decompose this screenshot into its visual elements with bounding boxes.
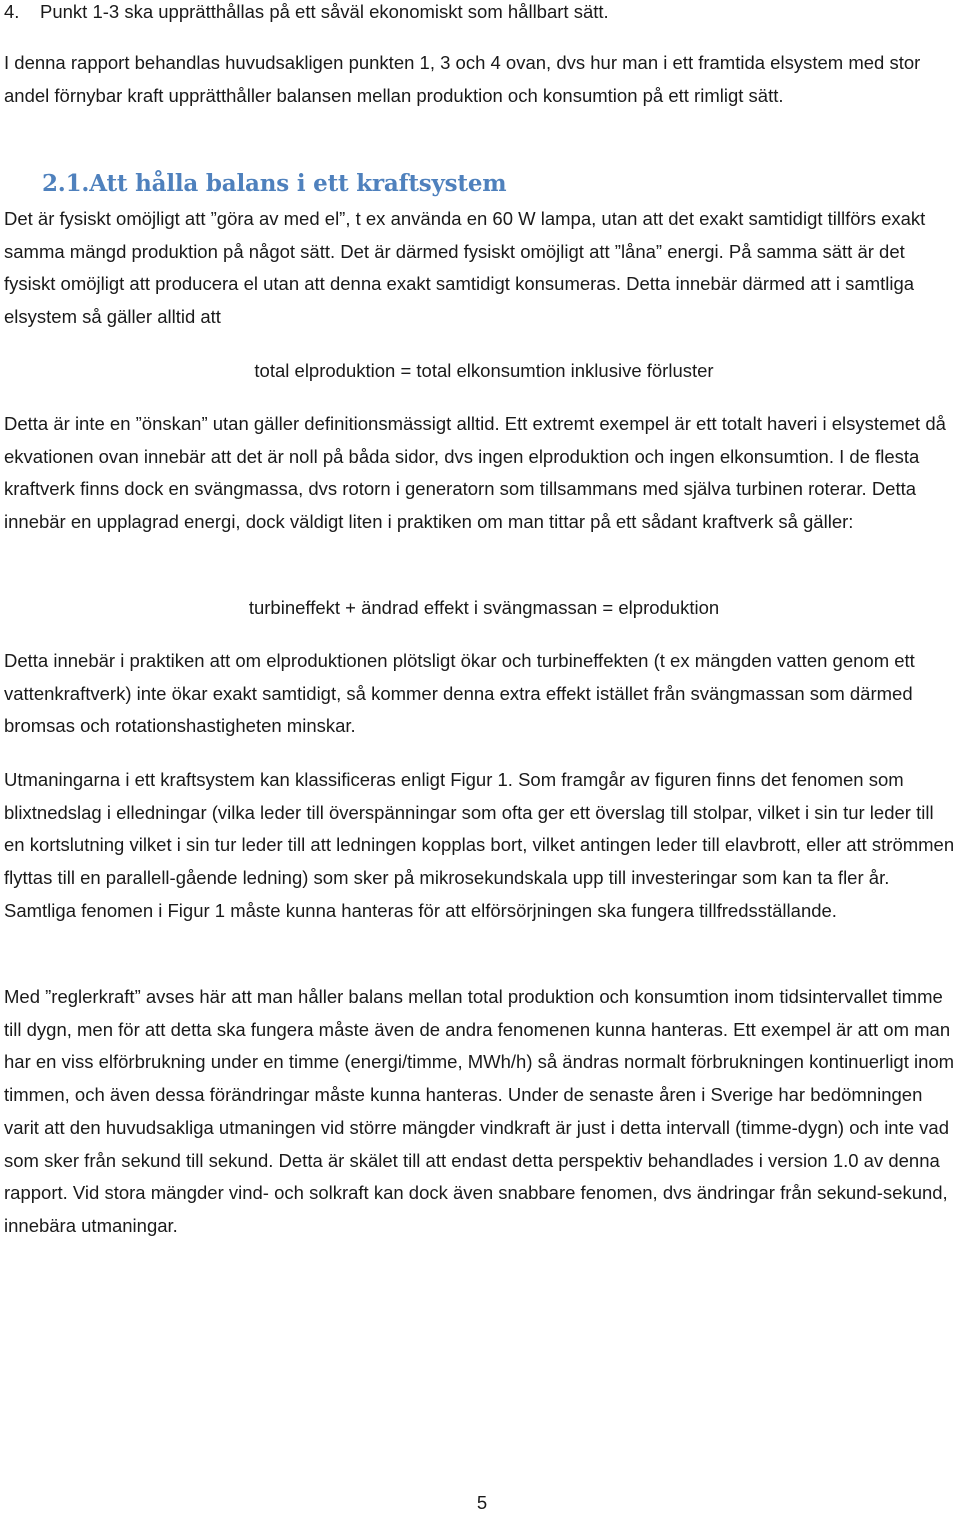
paragraph-balance-physics: Det är fysiskt omöjligt att ”göra av med el”, t ex använda en 60 W lampa, utan att det exakt samtidigt tillförs exakt samma mängd produktion på något sätt. Det är därmed fysiskt omöjligt att ”låna” energi. På samma sätt är det fysiskt omöjligt att producera el utan att denna exakt samtidigt konsumeras. Detta innebär därmed att i samtliga elsystem så gäller alltid att [4,208,926,328]
equation-balance: total elproduktion = total elkonsumtion inklusive förluster [254,360,714,381]
section-heading: 2.1.Att hålla balans i ett kraftsystem [42,170,507,197]
page-number: 5 [476,1492,488,1513]
list-item-4 [4,0,609,24]
equation-turbine: turbineffekt + ändrad effekt i svängmassan = elproduktion [248,597,720,618]
paragraph-challenges: Utmaningarna i ett kraftsystem kan klassificeras enligt Figur 1. Som framgår av figuren finns det fenomen som blixtnedslag i elledningar (vilka leder till överspänningar som ofta ger ett överslag till stolpar, vilket i sin tur leder till en kortslutning vilket i sin tur leder till att ledningen kopplas bort, vilket antingen leder till elavbrott, eller att strömmen flyttas till en parallell-gående ledning) som sker på mikrosekundskala upp till investeringar som kan ta fler år. Samtliga fenomen i Figur 1 måste kunna hanteras för att elförsörjningen ska fungera tillfredsställande. [4,769,955,921]
intro-paragraph: I denna rapport behandlas huvudsakligen punkten 1, 3 och 4 ovan, dvs hur man i ett framtida elsystem med stor andel förnybar kraft upprätthåller balansen mellan produktion och konsumtion på ett rimligt sätt. [4,52,921,106]
list-item-number: 4. [4,1,20,22]
paragraph-definition: Detta är inte en ”önskan” utan gäller definitionsmässigt alltid. Ett extremt exempel är ett totalt haveri i elsystemet då ekvationen ovan innebär att det är noll på båda sidor, dvs ingen elproduktion och ingen elkonsumtion. I de flesta kraftverk finns dock en svängmassa, dvs rotorn i generatorn som tillsammans med själva turbinen roterar. Detta innebär en upplagrad energi, dock väldigt liten i praktiken om man tittar på ett sådant kraftverk så gäller: [4,413,946,533]
list-item-text: Punkt 1-3 ska upprätthållas på ett såväl ekonomiskt som hållbart sätt. [40,1,609,22]
paragraph-practice: Detta innebär i praktiken att om elproduktionen plötsligt ökar och turbineffekten (t ex mängden vatten genom ett vattenkraftverk) inte ökar exakt samtidigt, så kommer denna extra effekt istället från svängmassan som därmed bromsas och rotationshastigheten minskar. [4,650,915,737]
paragraph-regulating-power: Med ”reglerkraft” avses här att man håller balans mellan total produktion och konsumtion inom tidsintervallet timme till dygn, men för att detta ska fungera måste även de andra fenomenen kunna hanteras. Ett exempel är att om man har en viss elförbrukning under en timme (energi/timme, MWh/h) så ändras normalt förbrukningen kontinuerligt inom timmen, och även dessa förändringar måste kunna hanteras. Under de senaste åren i Sverige har bedömningen varit att den huvudsakliga utmaningen vid större mängder vindkraft är just i detta intervall (timme-dygn) och inte vad som sker från sekund till sekund. Detta är skälet till att endast detta perspektiv behandlades i version 1.0 av denna rapport. Vid stora mängder vind- och solkraft kan dock även snabbare fenomen, dvs ändringar från sekund-sekund, innebära utmaningar. [4,986,955,1236]
